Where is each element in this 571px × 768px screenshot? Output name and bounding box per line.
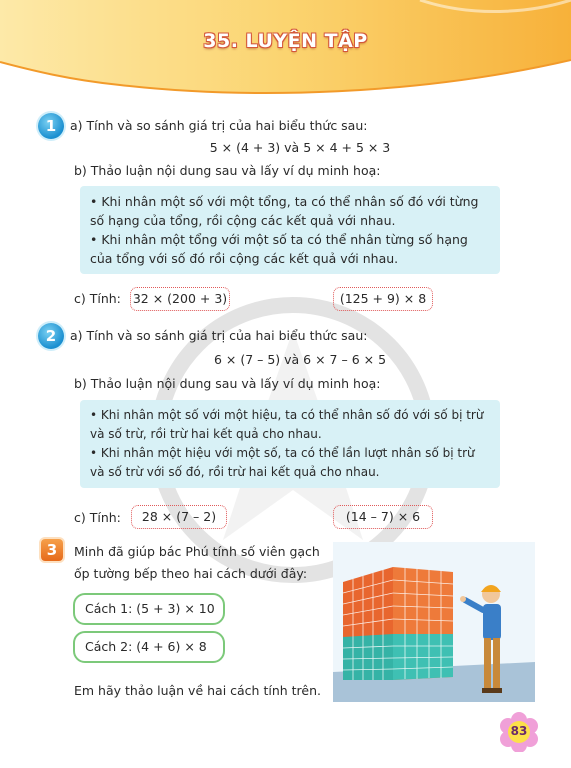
note-line: • Khi nhân một hiệu với một số, ta có thể lần lượt nhân số bị trừ: [90, 446, 475, 460]
ex3-text-line: Minh đã giúp bác Phú tính số viên gạch: [74, 544, 320, 559]
note-line: • Khi nhân một số với một hiệu, ta có thể nhân số đó với số bị trừ: [90, 408, 484, 422]
ex1-calc-box-1: 32 × (200 + 3): [130, 287, 230, 311]
page-title: 35. LUYỆN TẬP: [203, 30, 368, 52]
note-line: • Khi nhân một số với một tổng, ta có thể nhân số đó với từng: [90, 194, 479, 209]
ex2-part-c-label: c) Tính:: [74, 510, 121, 525]
ex2-part-b-label: b) Thảo luận nội dung sau và lấy ví dụ minh hoạ:: [74, 376, 381, 391]
ex2-part-a-expression: 6 × (7 – 5) và 6 × 7 – 6 × 5: [213, 352, 387, 367]
note-line: và số trừ, rồi trừ hai kết quả cho nhau.: [90, 427, 322, 441]
ex2-calc-box-2: (14 – 7) × 6: [333, 505, 433, 529]
exercise-1-badge: 1: [38, 113, 64, 139]
ex1-part-a-expression: 5 × (4 + 3) và 5 × 4 + 5 × 3: [209, 140, 391, 155]
ex3-closing-text: Em hãy thảo luận về hai cách tính trên.: [74, 683, 321, 698]
ex1-part-a-label: a) Tính và so sánh giá trị của hai biểu thức sau:: [70, 118, 368, 133]
ex3-text-line: ốp tường bếp theo hai cách dưới đây:: [74, 566, 308, 581]
ex1-part-b-label: b) Thảo luận nội dung sau và lấy ví dụ minh hoạ:: [74, 163, 381, 178]
header-banner: [0, 0, 571, 110]
note-line: • Khi nhân một tổng với một số ta có thể nhân từng số hạng: [90, 232, 468, 247]
page-number: 83: [510, 724, 528, 738]
ex1-rule-note: [80, 186, 500, 274]
ex2-calc-box-1: 28 × (7 – 2): [131, 505, 227, 529]
method-1-box: Cách 1: (5 + 3) × 10: [73, 593, 225, 625]
exercise-2-badge: 2: [38, 323, 64, 349]
ex1-calc-box-2: (125 + 9) × 8: [333, 287, 433, 311]
ex2-rule-note: [80, 400, 500, 488]
ex2-part-a-label: a) Tính và so sánh giá trị của hai biểu thức sau:: [70, 328, 368, 343]
note-line: và số trừ với số đó, rồi trừ hai kết quả cho nhau.: [90, 465, 380, 479]
note-line: số hạng của tổng, rồi cộng các kết quả với nhau.: [90, 213, 396, 228]
exercise-3-badge: 3: [41, 539, 63, 561]
note-line: của tổng với số đó rồi cộng các kết quả với nhau.: [90, 251, 399, 266]
method-2-box: Cách 2: (4 + 6) × 8: [73, 631, 225, 663]
ex1-part-c-label: c) Tính:: [74, 291, 121, 306]
tiled-wall-illustration: [333, 542, 535, 702]
